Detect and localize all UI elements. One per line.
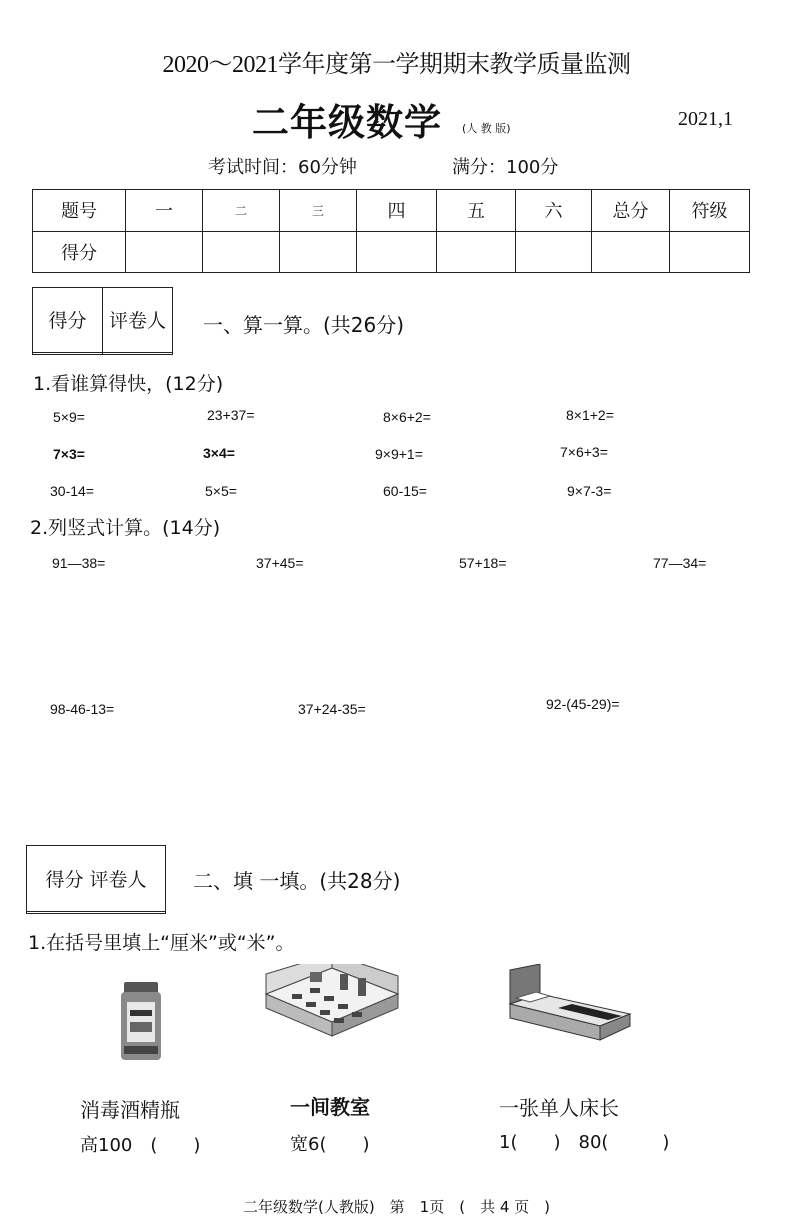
vertical-calc-item: 91—38=	[52, 555, 106, 571]
score-table-header-cell: 五	[437, 190, 516, 232]
calc-item: 8×1+2=	[566, 407, 614, 423]
bed-image	[506, 964, 634, 1042]
vertical-calc-item: 77—34=	[653, 555, 707, 571]
alcohol-bottle-image	[118, 980, 164, 1062]
vertical-calc-item: 37+24-35=	[298, 701, 366, 717]
grader-input-cell[interactable]	[27, 911, 166, 913]
score-table-header-cell: 六	[516, 190, 592, 232]
calc-item: 5×5=	[205, 483, 237, 499]
calc-item: 9×7-3=	[567, 483, 612, 499]
exam-time: 考试时间：60分钟	[208, 157, 357, 178]
q2-title: 2.列竖式计算。(14分)	[30, 517, 221, 539]
subject-title: 二年级数学	[252, 101, 442, 144]
section1-title: 一、算一算。(共26分)	[203, 313, 405, 337]
grader-label: 得分 评卷人	[27, 846, 166, 912]
calc-item: 8×6+2=	[383, 409, 431, 425]
score-cell[interactable]	[280, 231, 357, 273]
item-answer-classroom[interactable]: 宽6( )	[290, 1134, 370, 1155]
calc-item: 7×3=	[53, 446, 85, 462]
score-cell[interactable]	[357, 231, 437, 273]
term-title: 2020～2021学年度第一学期期末教学质量监测	[162, 52, 631, 78]
calc-item: 30-14=	[50, 483, 94, 499]
score-table-header-cell: 三	[280, 190, 357, 232]
grader-box-section2	[26, 845, 166, 914]
score-cell[interactable]	[203, 231, 280, 273]
page-footer: 二年级数学(人教版) 第 1页 ( 共 4 页 )	[242, 1198, 551, 1216]
score-table	[32, 189, 750, 273]
score-cell[interactable]	[516, 231, 592, 273]
grader-box-section1	[32, 287, 173, 355]
item-answer-bottle[interactable]: 高100 ( )	[80, 1135, 201, 1156]
calc-item: 60-15=	[383, 483, 427, 499]
edition-label: (人 教 版)	[462, 122, 511, 135]
vertical-calc-item: 37+45=	[256, 555, 304, 571]
calc-item: 7×6+3=	[560, 444, 608, 460]
section2-title: 二、填 一填。(共28分)	[193, 869, 401, 893]
section2-q1-title: 1.在括号里填上“厘米”或“米”。	[28, 932, 295, 954]
q1-title: 1.看谁算得快，(12分)	[33, 373, 224, 395]
score-table-header-cell: 符级	[670, 190, 750, 232]
score-table-header-row	[33, 190, 750, 232]
item-name-bed: 一张单人床长	[499, 1096, 619, 1120]
score-table-header-cell: 一	[126, 190, 203, 232]
score-table-header-cell: 二	[203, 190, 280, 232]
score-table-header-cell: 总分	[592, 190, 670, 232]
score-row-label: 得分	[33, 231, 126, 273]
calc-item: 3×4=	[203, 445, 235, 461]
vertical-calc-item: 98-46-13=	[50, 701, 115, 717]
calc-item: 23+37=	[207, 407, 255, 423]
vertical-calc-item: 92-(45-29)=	[546, 696, 620, 712]
full-score: 满分：100分	[452, 157, 559, 178]
grader-name-cell[interactable]	[103, 352, 173, 354]
score-table-header-cell: 题号	[33, 190, 126, 232]
score-table-header-cell: 四	[357, 190, 437, 232]
score-table-score-row	[33, 231, 750, 273]
grader-score-cell[interactable]	[33, 352, 103, 354]
item-answer-bed[interactable]: 1( ) 80( )	[499, 1132, 670, 1153]
score-cell[interactable]	[592, 231, 670, 273]
calc-item: 5×9=	[53, 409, 85, 425]
score-cell[interactable]	[126, 231, 203, 273]
calc-item: 9×9+1=	[375, 446, 423, 462]
score-cell[interactable]	[670, 231, 750, 273]
grader-name-label: 评卷人	[103, 288, 173, 353]
classroom-image	[262, 964, 402, 1052]
item-name-classroom: 一间教室	[290, 1095, 370, 1119]
exam-date: 2021,1	[678, 108, 733, 130]
score-cell[interactable]	[437, 231, 516, 273]
vertical-calc-item: 57+18=	[459, 555, 507, 571]
grader-score-label: 得分	[33, 288, 103, 353]
item-name-bottle: 消毒酒精瓶	[80, 1098, 180, 1122]
